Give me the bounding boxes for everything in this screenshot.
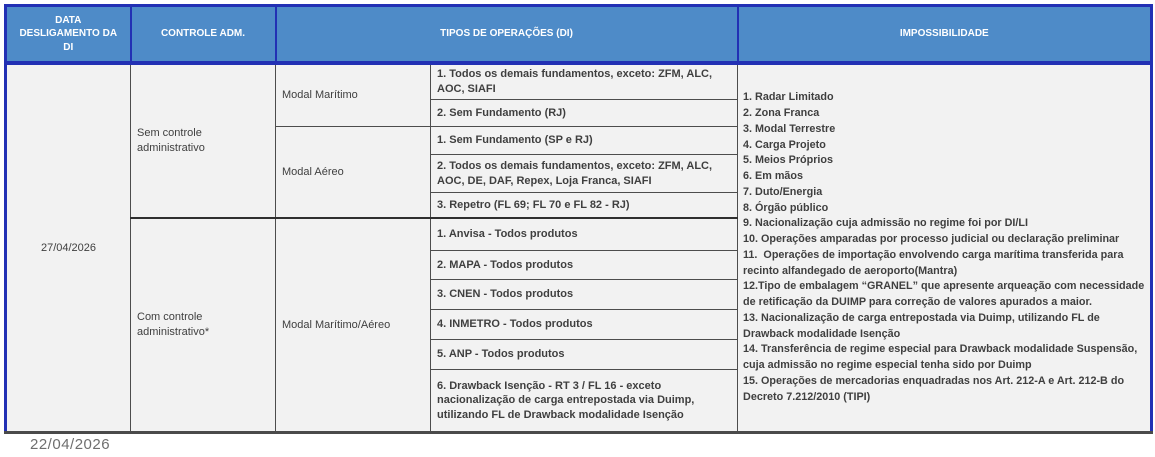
op-item-anp: 5. ANP - Todos produtos — [431, 340, 738, 370]
modal-maritimo-aereo-label: Modal Marítimo/Aéreo — [276, 218, 431, 433]
op-item-cnen: 3. CNEN - Todos produtos — [431, 280, 738, 310]
impossibilidade-item: 9. Nacionalização cuja admissão no regime foi por DI/LI — [743, 217, 1029, 230]
op-item-anvisa: 1. Anvisa - Todos produtos — [431, 218, 738, 251]
op-item-maritimo-1: 1. Todos os demais fundamentos, exceto: ZFM, ALC, AOC, SIAFI — [431, 63, 738, 100]
impossibilidade-item: 4. Carga Projeto — [743, 138, 826, 151]
header-controle-adm: CONTROLE ADM. — [131, 6, 276, 63]
modal-aereo-label: Modal Aéreo — [276, 127, 431, 218]
impossibilidade-item: 8. Órgão público — [743, 201, 829, 214]
impossibilidade-item: 12.Tipo de embalagem “GRANEL” que apresente arqueação com necessidade de retificação da DUIMP para correção de valores apurados a maior. — [743, 280, 1148, 308]
op-item-maritimo-2: 2. Sem Fundamento (RJ) — [431, 100, 738, 127]
op-item-inmetro: 4. INMETRO - Todos produtos — [431, 310, 738, 340]
impossibilidade-item: 13. Nacionalização de carga entrepostada via Duimp, utilizando FL de Drawback modalidade Isenção — [743, 311, 1103, 340]
op-item-mapa: 2. MAPA - Todos produtos — [431, 251, 738, 280]
impossibilidade-item: 7. Duto/Energia — [743, 185, 823, 198]
sheet-date-label: 22/04/2026 — [30, 436, 111, 453]
op-item-drawback: 6. Drawback Isenção - RT 3 / FL 16 - exceto nacionalização de carga entrepostada via Duimp, utilizando FL de Drawback modalidade Isenção — [431, 370, 738, 433]
impossibilidade-item: 15. Operações de mercadorias enquadradas nos Art. 212-A e Art. 212-B do Decreto 7.212/2010 (TIPI) — [743, 374, 1128, 403]
table-row — [6, 63, 1152, 100]
op-item-aereo-1: 1. Sem Fundamento (SP e RJ) — [431, 127, 738, 155]
impossibilidade-item: 14. Transferência de regime especial para Drawback modalidade Suspensão, cuja admissão no regime especial tenha sido por Duimp — [743, 343, 1141, 371]
impossibilidade-cell — [738, 63, 1152, 433]
header-data-desligamento-di: DATA DESLIGAMENTO DA DI — [6, 6, 131, 63]
impossibilidade-item: 11. Operações de importação envolvendo carga marítima transferida para recinto alfandegado de aeroporto(Mantra) — [743, 248, 1127, 277]
op-item-aereo-2: 2. Todos os demais fundamentos, exceto: ZFM, ALC, AOC, DE, DAF, Repex, Loja Franca, SIAFI — [431, 155, 738, 193]
impossibilidade-item: 3. Modal Terrestre — [743, 122, 836, 135]
impossibilidade-item: 10. Operações amparadas por processo judicial ou declaração preliminar — [743, 233, 1120, 245]
com-controle-label: Com controle administrativo* — [131, 218, 276, 433]
header-impossibilidade: IMPOSSIBILIDADE — [738, 6, 1152, 63]
decision-table — [4, 4, 1153, 434]
header-row — [6, 6, 1152, 63]
modal-maritimo-label: Modal Marítimo — [276, 63, 431, 127]
header-tipos-operacoes-di: TIPOS DE OPERAÇÕES (DI) — [276, 6, 738, 63]
impossibilidade-item: 1. Radar Limitado — [743, 91, 834, 104]
data-desligamento-value: 27/04/2026 — [6, 63, 131, 433]
impossibilidade-item: 2. Zona Franca — [743, 107, 820, 119]
sem-controle-label: Sem controle administrativo — [131, 63, 276, 218]
impossibilidade-item: 6. Em mãos — [743, 170, 804, 182]
op-item-aereo-3: 3. Repetro (FL 69; FL 70 e FL 82 - RJ) — [431, 193, 738, 218]
impossibilidade-item: 5. Meios Próprios — [743, 154, 834, 167]
